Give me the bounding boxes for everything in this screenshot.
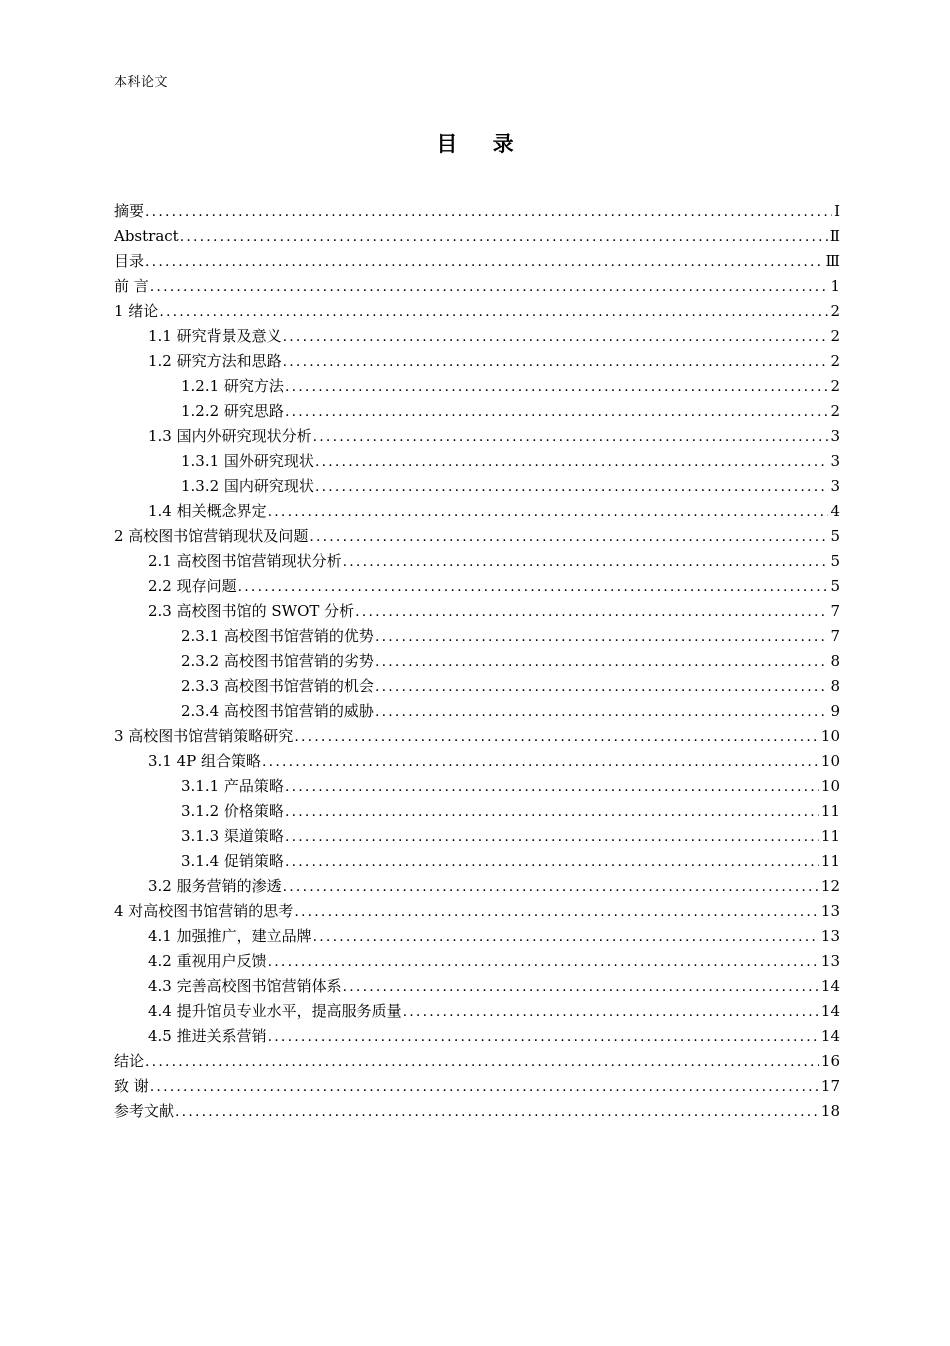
- toc-entry[interactable]: [114, 1074, 840, 1099]
- toc-entry-page-number: 2: [830, 302, 840, 320]
- toc-entry-label: 3.1.3 渠道策略: [181, 827, 284, 845]
- page-header: 本科论文: [114, 75, 169, 90]
- toc-entry-page-number: 2: [830, 377, 840, 395]
- page-title: 目 录: [436, 132, 528, 156]
- toc-entry[interactable]: [114, 249, 840, 274]
- toc-entry[interactable]: [114, 874, 840, 899]
- toc-dot-leader: [285, 775, 819, 799]
- toc-dot-leader: [145, 1050, 819, 1074]
- toc-entry-page-number: 10: [820, 777, 840, 795]
- toc-entry-page-number: 11: [820, 852, 840, 870]
- toc-entry-page-number: 17: [820, 1077, 840, 1095]
- toc-entry-page-number: 7: [830, 602, 840, 620]
- toc-dot-leader: [315, 475, 829, 499]
- toc-entry[interactable]: [114, 349, 840, 374]
- toc-entry-label: 1.3.1 国外研究现状: [181, 452, 314, 470]
- toc-entry[interactable]: [114, 599, 840, 624]
- toc-entry-label: 1 绪论: [114, 302, 159, 320]
- toc-entry-page-number: 7: [830, 627, 840, 645]
- toc-dot-leader: [285, 400, 829, 424]
- toc-dot-leader: [150, 275, 829, 299]
- toc-entry-label: 1.2 研究方法和思路: [148, 352, 282, 370]
- toc-entry-label: 1.3 国内外研究现状分析: [148, 427, 312, 445]
- toc-entry-page-number: 5: [830, 577, 840, 595]
- toc-entry[interactable]: [114, 674, 840, 699]
- toc-dot-leader: [285, 850, 819, 874]
- toc-entry[interactable]: [114, 299, 840, 324]
- toc-dot-leader: [283, 875, 819, 899]
- toc-entry-page-number: 3: [830, 427, 840, 445]
- toc-dot-leader: [285, 375, 829, 399]
- toc-entry-page-number: 9: [830, 702, 840, 720]
- toc-entry-label: 1.2.2 研究思路: [181, 402, 284, 420]
- toc-entry-page-number: 5: [830, 527, 840, 545]
- toc-entry[interactable]: [114, 374, 840, 399]
- toc-entry-page-number: 2: [830, 402, 840, 420]
- toc-entry[interactable]: [114, 1049, 840, 1074]
- toc-dot-leader: [262, 750, 819, 774]
- toc-entry-label: 2.3.4 高校图书馆营销的威胁: [181, 702, 374, 720]
- toc-entry-page-number: 14: [820, 1002, 840, 1020]
- toc-dot-leader: [403, 1000, 819, 1024]
- toc-dot-leader: [268, 1025, 819, 1049]
- toc-dot-leader: [150, 1075, 819, 1099]
- toc-dot-leader: [268, 950, 819, 974]
- toc-entry-page-number: 18: [820, 1102, 840, 1120]
- toc-entry-label: 参考文献: [114, 1102, 175, 1120]
- toc-entry-label: 1.1 研究背景及意义: [148, 327, 282, 345]
- toc-entry-label: 1.4 相关概念界定: [148, 502, 267, 520]
- toc-dot-leader: [145, 250, 824, 274]
- toc-entry[interactable]: [114, 524, 840, 549]
- toc-entry-label: 3.1.4 促销策略: [181, 852, 284, 870]
- toc-entry-label: 致 谢: [114, 1077, 149, 1095]
- toc-entry[interactable]: [114, 699, 840, 724]
- toc-entry-label: 2.3.3 高校图书馆营销的机会: [181, 677, 374, 695]
- toc-entry-label: 目录: [114, 252, 145, 270]
- toc-dot-leader: [285, 800, 819, 824]
- toc-entry-label: 前 言: [114, 277, 149, 295]
- toc-dot-leader: [375, 650, 829, 674]
- toc-entry-page-number: 3: [830, 477, 840, 495]
- toc-entry[interactable]: [114, 1024, 840, 1049]
- toc-entry[interactable]: [114, 774, 840, 799]
- toc-entry-label: 2.3.2 高校图书馆营销的劣势: [181, 652, 374, 670]
- toc-entry[interactable]: [114, 574, 840, 599]
- toc-entry-label: 1.3.2 国内研究现状: [181, 477, 314, 495]
- toc-dot-leader: [294, 725, 819, 749]
- toc-entry-page-number: 14: [820, 1027, 840, 1045]
- toc-entry[interactable]: [114, 824, 840, 849]
- toc-dot-leader: [375, 625, 829, 649]
- toc-entry[interactable]: [114, 274, 840, 299]
- toc-entry-page-number: 5: [830, 552, 840, 570]
- toc-entry-label: 3.1 4P 组合策略: [148, 752, 262, 770]
- toc-entry-page-number: 16: [820, 1052, 840, 1070]
- toc-dot-leader: [315, 450, 829, 474]
- toc-dot-leader: [294, 900, 819, 924]
- toc-entry[interactable]: [114, 449, 840, 474]
- toc-entry[interactable]: [114, 549, 840, 574]
- toc-entry[interactable]: [114, 499, 840, 524]
- toc-entry-page-number: 13: [820, 902, 840, 920]
- toc-dot-leader: [375, 675, 829, 699]
- toc-entry-label: 4.1 加强推广，建立品牌: [148, 927, 312, 945]
- toc-entry[interactable]: [114, 199, 840, 224]
- toc-entry-page-number: 2: [830, 352, 840, 370]
- toc-entry-label: 3 高校图书馆营销策略研究: [114, 727, 294, 745]
- toc-entry[interactable]: [114, 974, 840, 999]
- toc-dot-leader: [175, 1100, 819, 1124]
- toc-entry-page-number: Ⅲ: [825, 252, 840, 270]
- toc-dot-leader: [375, 700, 829, 724]
- toc-entry-label: 4.2 重视用户反馈: [148, 952, 267, 970]
- toc-dot-leader: [238, 575, 829, 599]
- toc-entry-label: 3.1.1 产品策略: [181, 777, 284, 795]
- toc-entry-label: 4.5 推进关系营销: [148, 1027, 267, 1045]
- toc-dot-leader: [343, 975, 819, 999]
- table-of-contents: [114, 199, 840, 1124]
- toc-dot-leader: [285, 825, 819, 849]
- toc-entry[interactable]: [114, 624, 840, 649]
- toc-entry[interactable]: [114, 949, 840, 974]
- toc-entry-label: 2.1 高校图书馆营销现状分析: [148, 552, 342, 570]
- toc-dot-leader: [159, 300, 828, 324]
- toc-entry-page-number: 4: [830, 502, 840, 520]
- toc-dot-leader: [268, 500, 829, 524]
- toc-entry[interactable]: [114, 324, 840, 349]
- toc-entry[interactable]: [114, 399, 840, 424]
- toc-entry-label: 2.2 现存问题: [148, 577, 237, 595]
- toc-dot-leader: [283, 325, 829, 349]
- toc-entry[interactable]: [114, 849, 840, 874]
- toc-entry-label: 3.2 服务营销的渗透: [148, 877, 282, 895]
- toc-entry-page-number: 8: [830, 677, 840, 695]
- toc-entry-label: 2.3 高校图书馆的 SWOT 分析: [148, 602, 355, 620]
- toc-dot-leader: [145, 200, 832, 224]
- toc-entry-label: 4.3 完善高校图书馆营销体系: [148, 977, 342, 995]
- toc-entry-label: 摘要: [114, 202, 145, 220]
- toc-entry[interactable]: [114, 1099, 840, 1124]
- toc-entry-page-number: 13: [820, 952, 840, 970]
- toc-entry-label: 1.2.1 研究方法: [181, 377, 284, 395]
- toc-entry[interactable]: [114, 899, 840, 924]
- toc-entry-label: 2 高校图书馆营销现状及问题: [114, 527, 309, 545]
- toc-entry-page-number: 11: [820, 802, 840, 820]
- toc-dot-leader: [180, 225, 828, 249]
- toc-entry-page-number: 14: [820, 977, 840, 995]
- toc-dot-leader: [313, 425, 829, 449]
- toc-entry[interactable]: [114, 924, 840, 949]
- toc-entry[interactable]: [114, 749, 840, 774]
- toc-entry[interactable]: [114, 724, 840, 749]
- toc-entry-label: 4 对高校图书馆营销的思考: [114, 902, 294, 920]
- toc-entry-page-number: 10: [820, 752, 840, 770]
- toc-entry-page-number: 2: [830, 327, 840, 345]
- toc-entry-label: 2.3.1 高校图书馆营销的优势: [181, 627, 374, 645]
- toc-entry-page-number: 3: [830, 452, 840, 470]
- toc-entry-page-number: 8: [830, 652, 840, 670]
- toc-entry-label: 4.4 提升馆员专业水平，提高服务质量: [148, 1002, 402, 1020]
- toc-entry[interactable]: [114, 649, 840, 674]
- toc-dot-leader: [343, 550, 829, 574]
- toc-entry[interactable]: [114, 474, 840, 499]
- toc-dot-leader: [355, 600, 828, 624]
- toc-entry-page-number: 12: [820, 877, 840, 895]
- toc-entry-page-number: 11: [820, 827, 840, 845]
- toc-entry[interactable]: [114, 999, 840, 1024]
- toc-entry-label: 结论: [114, 1052, 145, 1070]
- toc-dot-leader: [283, 350, 829, 374]
- toc-entry-page-number: 10: [820, 727, 840, 745]
- toc-entry-page-number: 1: [830, 277, 840, 295]
- toc-entry-label: 3.1.2 价格策略: [181, 802, 284, 820]
- toc-entry[interactable]: [114, 799, 840, 824]
- toc-entry-page-number: Ⅱ: [829, 227, 840, 245]
- toc-entry[interactable]: [114, 424, 840, 449]
- toc-entry[interactable]: [114, 224, 840, 249]
- toc-entry-page-number: 13: [820, 927, 840, 945]
- toc-dot-leader: [309, 525, 828, 549]
- toc-entry-label: Abstract: [114, 227, 179, 245]
- toc-dot-leader: [313, 925, 819, 949]
- toc-entry-page-number: Ⅰ: [834, 202, 840, 220]
